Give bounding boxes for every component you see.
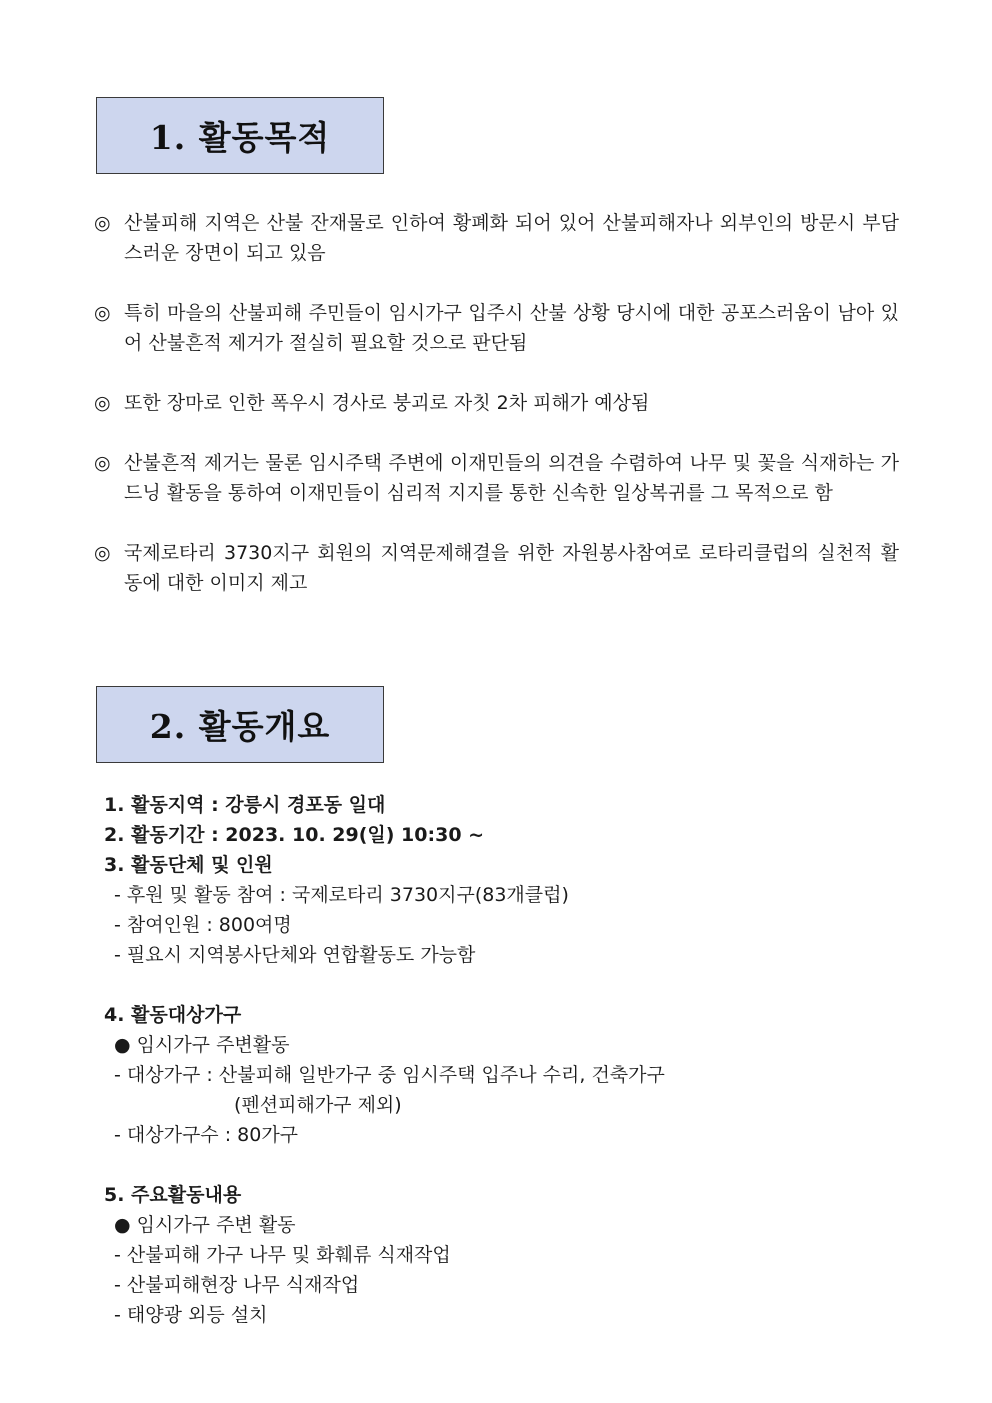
purpose-item-text: 국제로타리 3730지구 회원의 지역문제해결을 위한 자원봉사참여로 로타리클럽의 실천적 활동에 대한 이미지 제고: [124, 542, 899, 594]
activity-period: 2. 활동기간 : 2023. 10. 29(일) 10:30 ~: [104, 824, 485, 846]
main-activity-subheading: ● 임시가구 주변 활동: [114, 1214, 296, 1236]
org-heading: 3. 활동단체 및 인원: [104, 854, 273, 876]
purpose-item: [94, 538, 899, 598]
purpose-item: [94, 448, 899, 508]
org-item: - 후원 및 활동 참여 : 국제로타리 3730지구(83개클럽): [114, 884, 569, 906]
purpose-item: [94, 298, 899, 358]
overview-block: [104, 790, 884, 1330]
target-heading: 4. 활동대상가구: [104, 1004, 242, 1026]
bullet-double-circle-icon: ◎: [94, 302, 111, 324]
main-activity-item: - 산불피해현장 나무 식재작업: [114, 1274, 360, 1296]
purpose-item-text: 특히 마을의 산불피해 주민들이 임시가구 입주시 산불 상황 당시에 대한 공포스러움이 남아 있어 산불흔적 제거가 절실히 필요할 것으로 판단됨: [124, 302, 899, 354]
bullet-double-circle-icon: ◎: [94, 392, 111, 414]
main-activity-heading: 5. 주요활동내용: [104, 1184, 242, 1206]
target-line-continuation: (펜션피해가구 제외): [234, 1094, 402, 1116]
activity-area: 1. 활동지역 : 강릉시 경포동 일대: [104, 794, 386, 816]
section-title-purpose: 1. 활동목적: [96, 97, 384, 174]
target-count: - 대상가구수 : 80가구: [114, 1124, 299, 1146]
org-item: - 필요시 지역봉사단체와 연합활동도 가능함: [114, 944, 476, 966]
bullet-double-circle-icon: ◎: [94, 212, 111, 234]
purpose-item-text: 산불피해 지역은 산불 잔재물로 인하여 황폐화 되어 있어 산불피해자나 외부인의 방문시 부담스러운 장면이 되고 있음: [124, 212, 899, 264]
purpose-item: [94, 388, 899, 418]
purpose-item-text: 산불흔적 제거는 물론 임시주택 주변에 이재민들의 의견을 수렴하여 나무 및 꽃을 식재하는 가드닝 활동을 통하여 이재민들이 심리적 지지를 통한 신속한 일상복귀를 그 목적으로 함: [124, 452, 899, 504]
bullet-double-circle-icon: ◎: [94, 452, 111, 474]
bullet-double-circle-icon: ◎: [94, 542, 111, 564]
org-item: - 참여인원 : 800여명: [114, 914, 292, 936]
main-activity-item: - 산불피해 가구 나무 및 화훼류 식재작업: [114, 1244, 451, 1266]
purpose-item: [94, 208, 899, 268]
main-activity-item: - 태양광 외등 설치: [114, 1304, 268, 1326]
purpose-list: [94, 208, 899, 628]
target-subheading: ● 임시가구 주변활동: [114, 1034, 290, 1056]
target-line: - 대상가구 : 산불피해 일반가구 중 임시주택 입주나 수리, 건축가구: [114, 1064, 665, 1086]
purpose-item-text: 또한 장마로 인한 폭우시 경사로 붕괴로 자칫 2차 피해가 예상됨: [124, 392, 650, 414]
section-title-overview: 2. 활동개요: [96, 686, 384, 763]
